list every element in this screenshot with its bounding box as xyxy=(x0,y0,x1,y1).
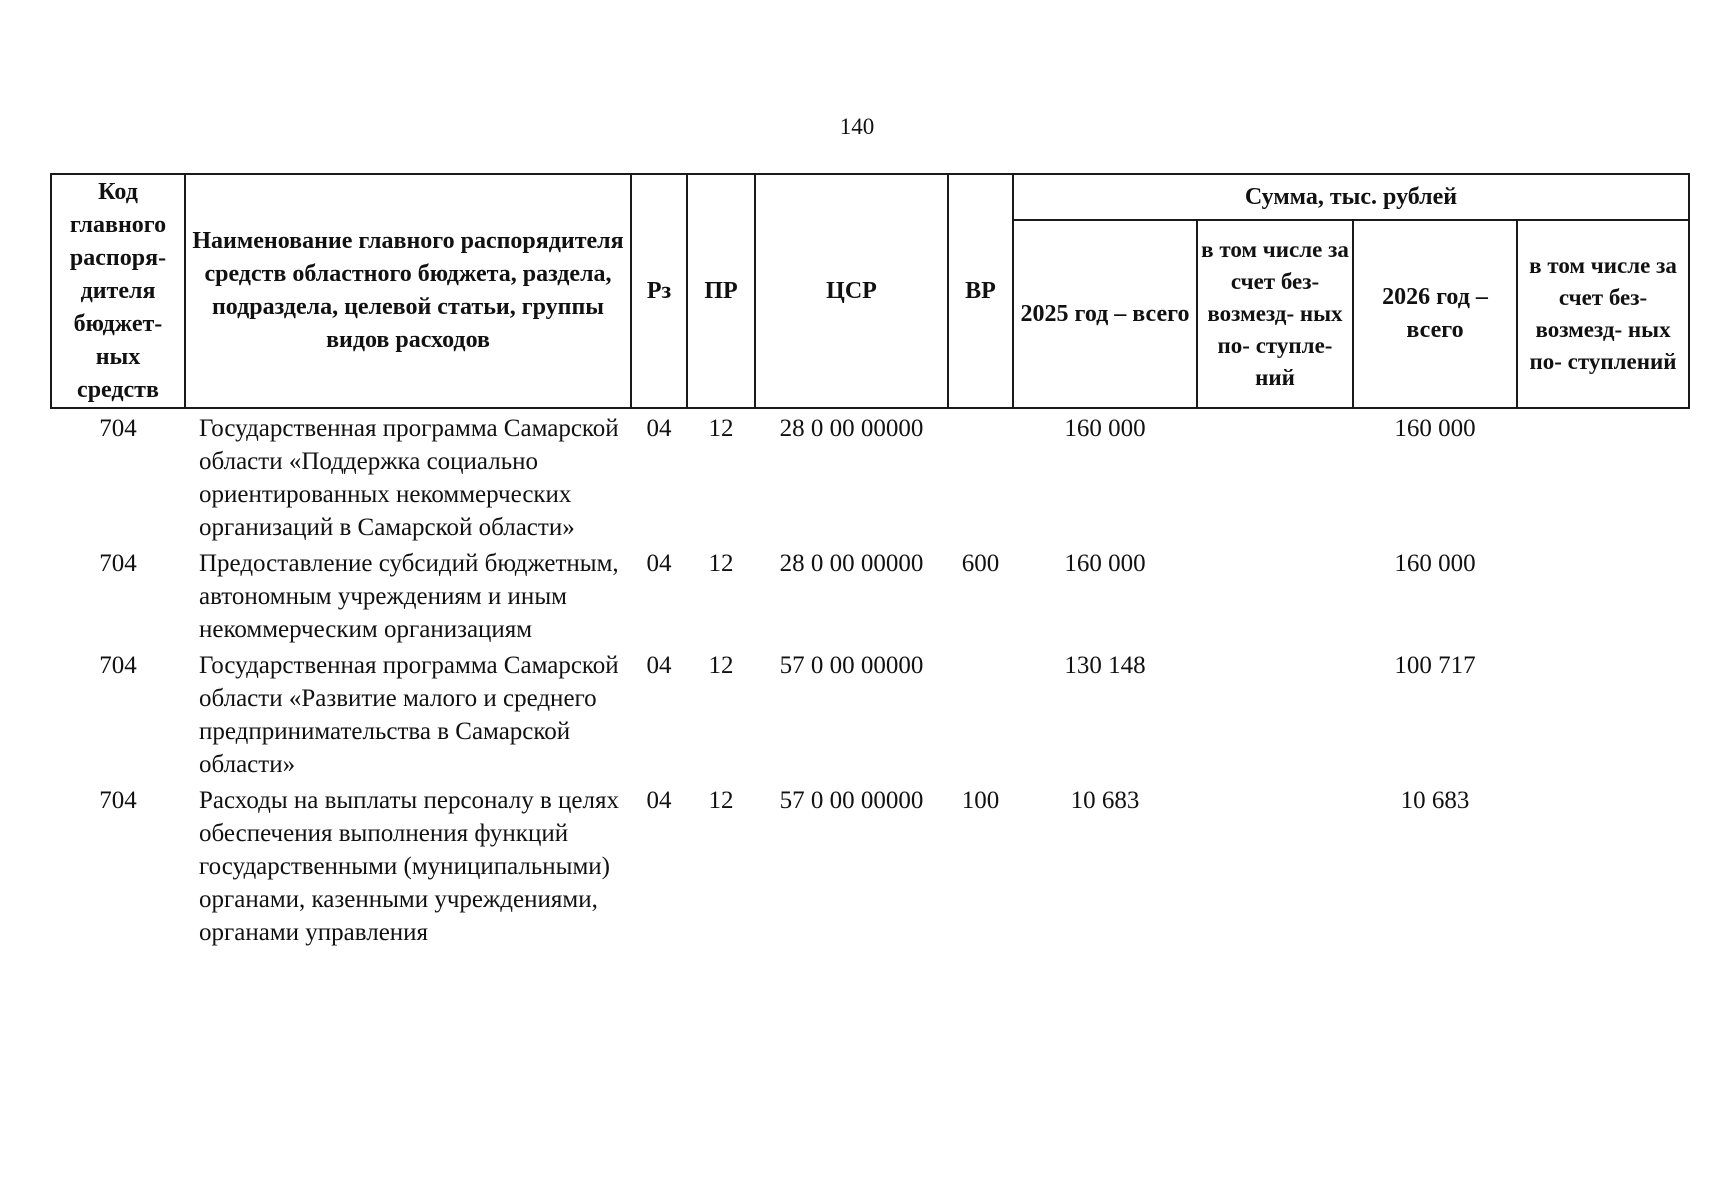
table-body xyxy=(51,408,1689,949)
cell-total-2026: 160 000 xyxy=(1394,415,1476,442)
cell-name: Государственная программа Самарской области «Поддержка социально ориентированных некоммерческих организаций в Самарской области» xyxy=(199,415,619,541)
cell-code: 704 xyxy=(99,415,137,442)
cell-rz: 04 xyxy=(646,787,672,814)
cell-total-2025: 130 148 xyxy=(1064,652,1146,679)
cell-csr: 57 0 00 00000 xyxy=(779,652,924,679)
cell-rz: 04 xyxy=(646,550,672,577)
cell-total-2025: 160 000 xyxy=(1064,415,1146,442)
cell-free-2025 xyxy=(1197,781,1353,949)
header-free-2026: в том числе за счет без- возмезд- ных по- ступлений xyxy=(1517,220,1689,408)
cell-csr: 57 0 00 00000 xyxy=(779,787,924,814)
budget-table xyxy=(50,173,1690,949)
table-row xyxy=(51,781,1689,949)
cell-total-2025: 160 000 xyxy=(1064,550,1146,577)
cell-pr: 12 xyxy=(708,787,734,814)
cell-pr: 12 xyxy=(708,415,734,442)
table-row xyxy=(51,408,1689,544)
header-sum-group: Сумма, тыс. рублей xyxy=(1013,174,1689,220)
table-row xyxy=(51,544,1689,646)
page-number: 140 xyxy=(839,114,875,139)
cell-csr: 28 0 00 00000 xyxy=(779,415,924,442)
cell-rz: 04 xyxy=(646,652,672,679)
header-code: Код главного распоря- дителя бюджет- ных средств xyxy=(51,174,185,408)
cell-code: 704 xyxy=(99,787,137,814)
cell-vr xyxy=(948,408,1013,544)
cell-free-2026 xyxy=(1517,544,1689,646)
cell-total-2026: 100 717 xyxy=(1394,652,1476,679)
cell-free-2025 xyxy=(1197,544,1353,646)
cell-code: 704 xyxy=(99,550,137,577)
header-free-2025: в том числе за счет без- возмезд- ных по- ступле- ний xyxy=(1197,220,1353,408)
header-vr: ВР xyxy=(948,174,1013,408)
cell-name: Государственная программа Самарской области «Развитие малого и среднего предпринимательства в Самарской области» xyxy=(199,652,619,778)
cell-pr: 12 xyxy=(708,652,734,679)
cell-name: Расходы на выплаты персоналу в целях обеспечения выполнения функций государственными (муниципальными) органами, казенными учреждениями, органами управления xyxy=(199,787,619,946)
cell-free-2026 xyxy=(1517,646,1689,781)
cell-total-2025: 10 683 xyxy=(1070,787,1140,814)
cell-vr: 600 xyxy=(961,550,1000,577)
cell-csr: 28 0 00 00000 xyxy=(779,550,924,577)
header-rz: Рз xyxy=(631,174,687,408)
header-total-2026: 2026 год – всего xyxy=(1353,220,1517,408)
cell-free-2025 xyxy=(1197,646,1353,781)
cell-vr xyxy=(948,646,1013,781)
table-header xyxy=(51,174,1689,408)
cell-pr: 12 xyxy=(708,550,734,577)
header-total-2025: 2025 год – всего xyxy=(1013,220,1197,408)
header-pr: ПР xyxy=(687,174,755,408)
cell-free-2026 xyxy=(1517,781,1689,949)
cell-free-2026 xyxy=(1517,408,1689,544)
cell-name: Предоставление субсидий бюджетным, автономным учреждениям и иным некоммерческим организациям xyxy=(199,550,619,643)
cell-total-2026: 10 683 xyxy=(1400,787,1470,814)
cell-free-2025 xyxy=(1197,408,1353,544)
header-csr: ЦСР xyxy=(755,174,948,408)
header-name: Наименование главного распорядителя средств областного бюджета, раздела, подраздела, целевой статьи, группы видов расходов xyxy=(185,174,631,408)
cell-total-2026: 160 000 xyxy=(1394,550,1476,577)
cell-rz: 04 xyxy=(646,415,672,442)
cell-vr: 100 xyxy=(961,787,1000,814)
table-row xyxy=(51,646,1689,781)
cell-code: 704 xyxy=(99,652,137,679)
